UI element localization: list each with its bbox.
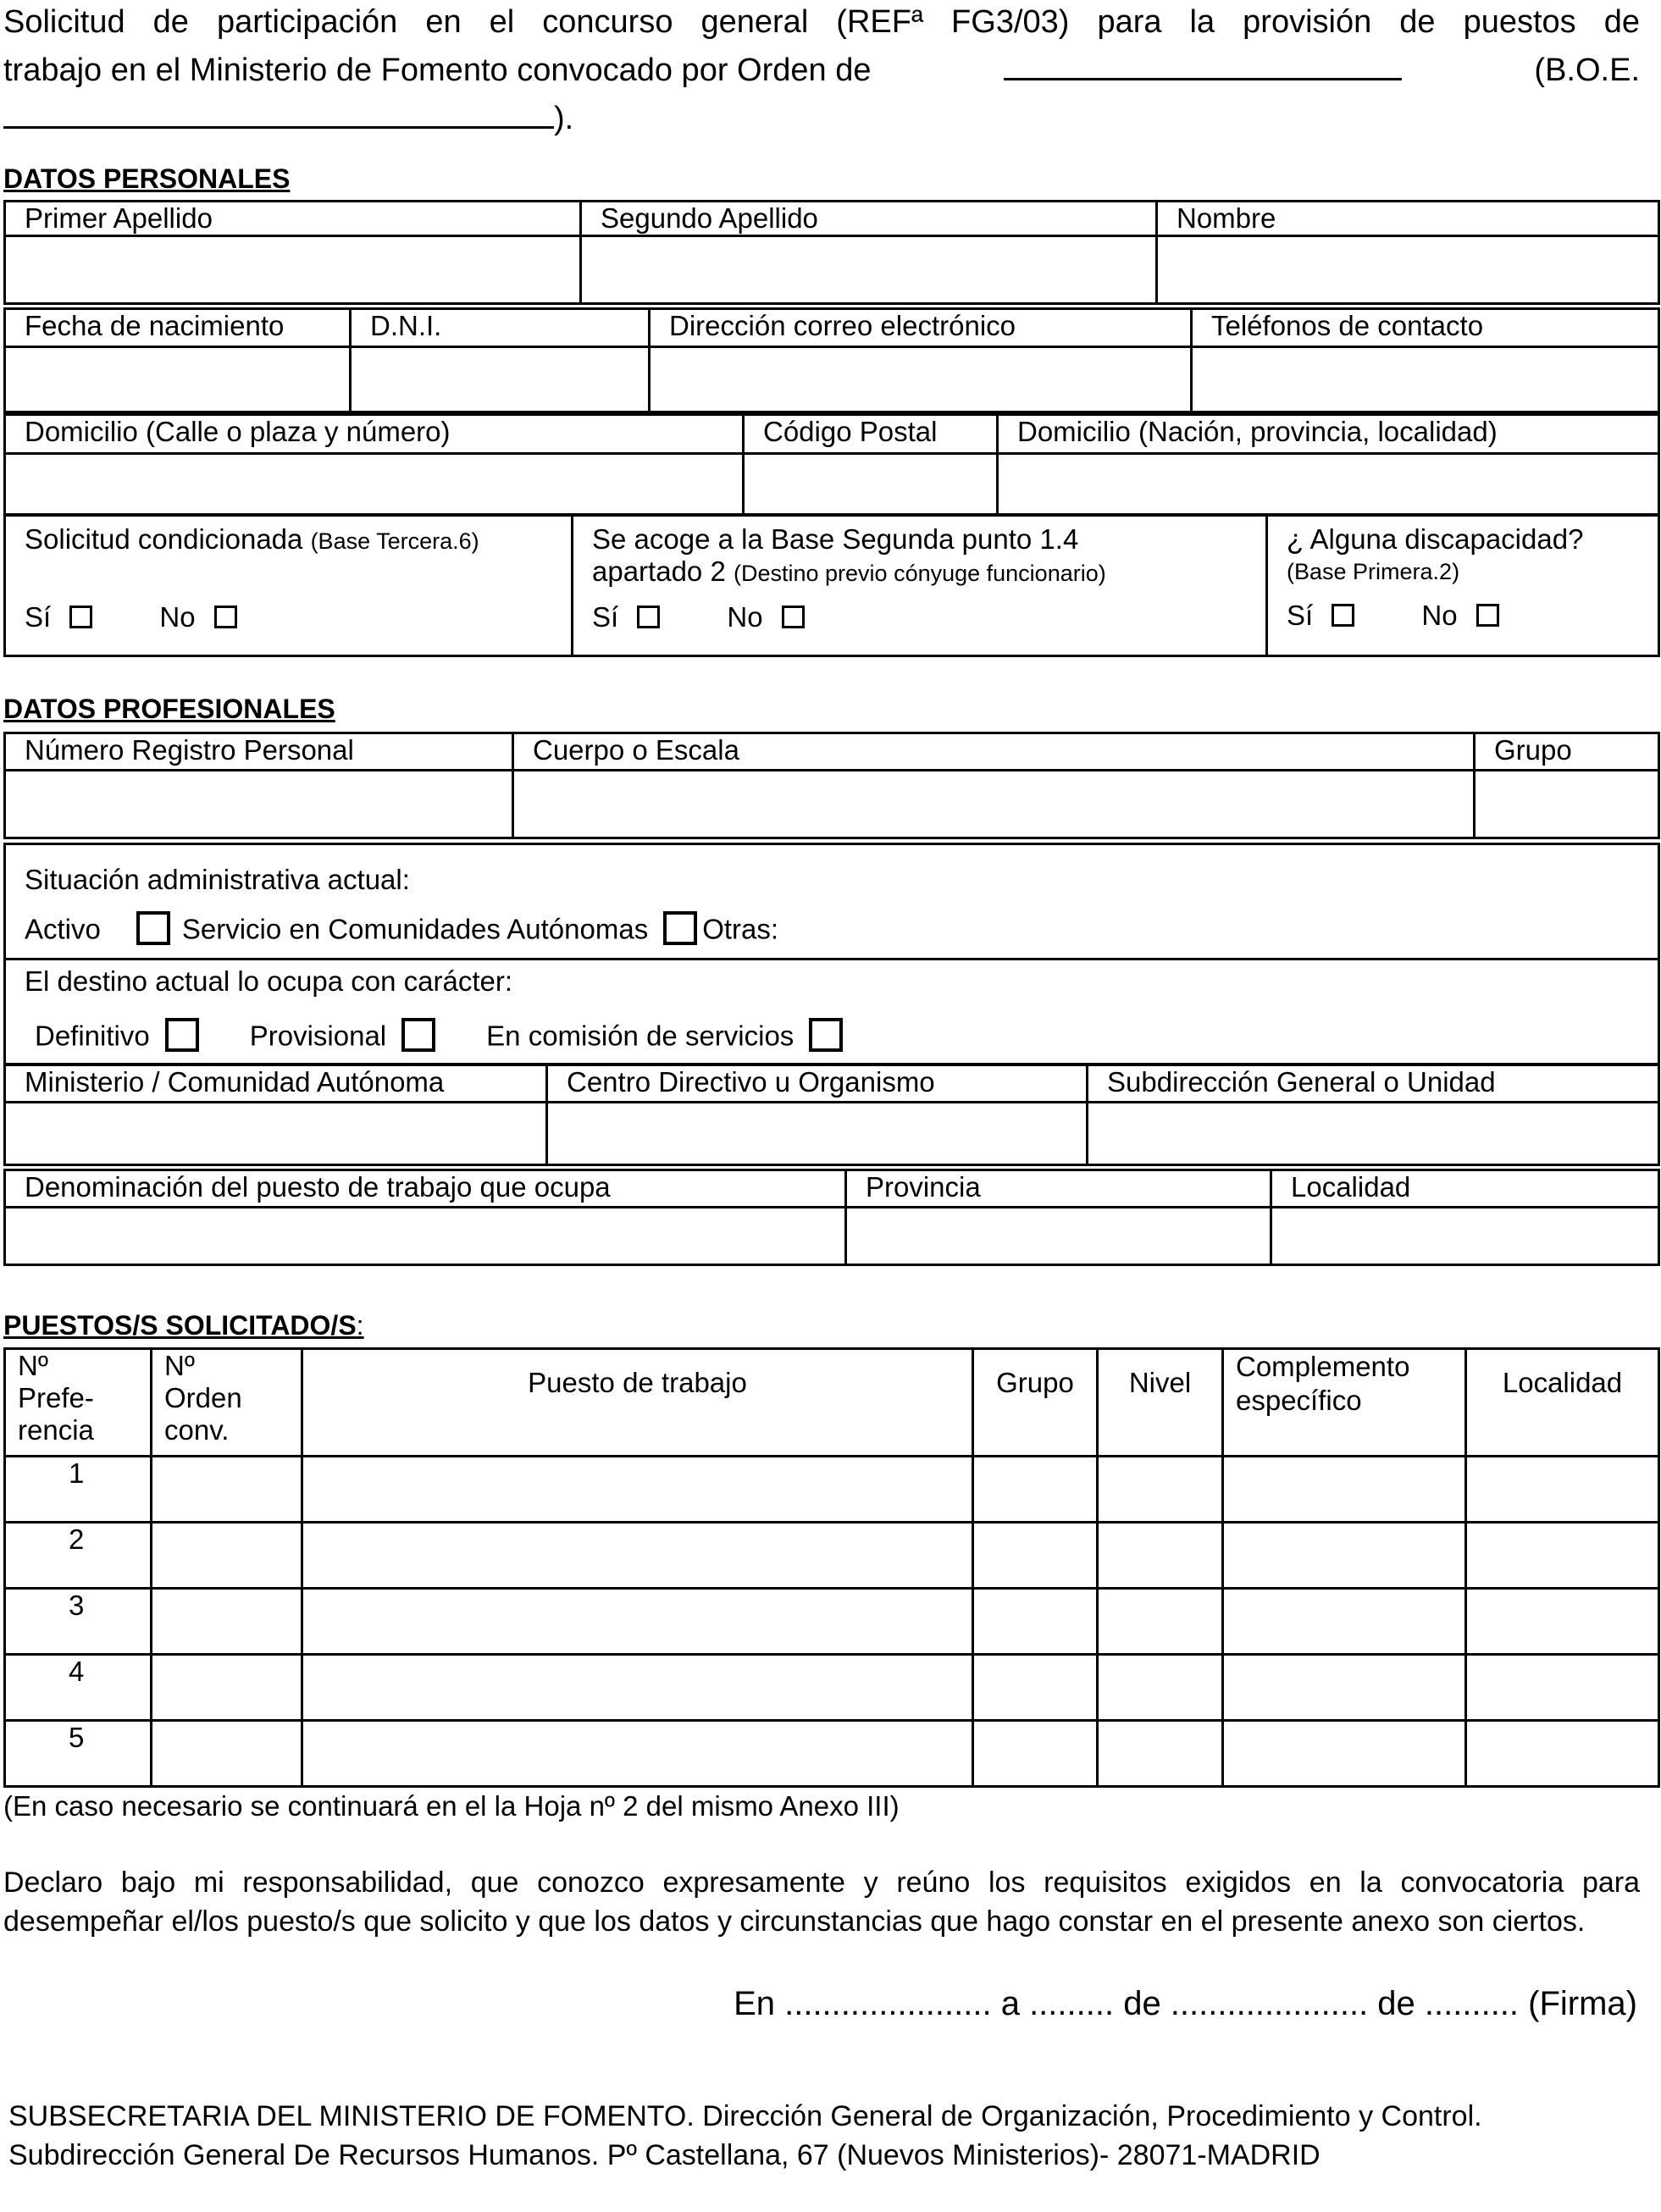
cell-discapacidad xyxy=(1267,516,1659,656)
row-number: 2 xyxy=(5,1523,152,1589)
cell-orden[interactable] xyxy=(152,1721,302,1787)
cell-localidad[interactable] xyxy=(1466,1457,1659,1523)
field-provincia[interactable] xyxy=(846,1208,1271,1265)
field-telefonos[interactable] xyxy=(1192,347,1659,412)
field-localidad[interactable] xyxy=(1271,1208,1659,1265)
cell-grupo[interactable] xyxy=(973,1655,1098,1721)
checkbox-activo[interactable] xyxy=(136,911,170,945)
cell-grupo[interactable] xyxy=(973,1457,1098,1523)
field-codigo-postal[interactable] xyxy=(744,454,998,515)
row-number: 5 xyxy=(5,1721,152,1787)
label-provisional: Provisional xyxy=(249,1020,387,1052)
cell-acoge xyxy=(573,516,1267,656)
label-acoge-ref: (Destino previo cónyuge funcionario) xyxy=(733,561,1106,586)
header-pref-line2: Prefe- xyxy=(18,1382,94,1413)
label-codigo-postal: Código Postal xyxy=(744,415,998,454)
header-pref-line3: rencia xyxy=(18,1414,94,1446)
cell-localidad[interactable] xyxy=(1466,1523,1659,1589)
cell-puesto[interactable] xyxy=(302,1523,973,1589)
field-cuerpo[interactable] xyxy=(513,771,1475,838)
checkbox-discapacidad-no[interactable] xyxy=(1476,604,1499,627)
label-telefonos: Teléfonos de contacto xyxy=(1192,309,1659,347)
cell-grupo[interactable] xyxy=(973,1589,1098,1655)
continuation-note: (En caso necesario se continuará en el la Hoja nº 2 del mismo Anexo III) xyxy=(3,1790,900,1822)
cell-grupo[interactable] xyxy=(973,1523,1098,1589)
checkbox-comision[interactable] xyxy=(809,1018,843,1052)
label-nombre: Nombre xyxy=(1157,202,1659,236)
puestos-table xyxy=(3,1347,1660,1788)
checkbox-condicionada-si[interactable] xyxy=(69,606,92,628)
boe-blank[interactable] xyxy=(3,92,554,129)
personal-table-1 xyxy=(3,200,1660,305)
label-no: No xyxy=(159,601,196,633)
label-ministerio: Ministerio / Comunidad Autónoma xyxy=(5,1065,547,1103)
header-nivel: Nivel xyxy=(1098,1349,1223,1457)
cell-nivel[interactable] xyxy=(1098,1589,1223,1655)
header-puesto: Puesto de trabajo xyxy=(302,1349,973,1457)
header-comp-line2: específico xyxy=(1236,1385,1362,1416)
cell-puesto[interactable] xyxy=(302,1589,973,1655)
declaration-text: Declaro bajo mi responsabilidad, que conozco expresamente y reúno los requisitos exigidos en la convocatoria para desempeñar el/los puesto/s que solicito y que los datos y circunstancias que hago constar en el presente anexo son ciertos. xyxy=(3,1866,1640,1938)
label-definitivo: Definitivo xyxy=(35,1020,150,1052)
checkbox-condicionada-no[interactable] xyxy=(214,606,237,628)
table-row xyxy=(5,1589,1659,1655)
field-grupo[interactable] xyxy=(1475,771,1659,838)
label-nrp: Número Registro Personal xyxy=(5,733,513,771)
label-centro: Centro Directivo u Organismo xyxy=(547,1065,1088,1103)
field-correo[interactable] xyxy=(650,347,1192,412)
label-destino: El destino actual lo ocupa con carácter: xyxy=(25,965,513,997)
label-segundo-apellido: Segundo Apellido xyxy=(581,202,1157,236)
label-si: Sí xyxy=(592,601,619,633)
table-row xyxy=(5,1655,1659,1721)
checkbox-provisional[interactable] xyxy=(401,1018,435,1052)
cell-nivel[interactable] xyxy=(1098,1457,1223,1523)
cell-complemento[interactable] xyxy=(1223,1721,1466,1787)
field-segundo-apellido[interactable] xyxy=(581,236,1157,304)
label-discapacidad: ¿ Alguna discapacidad? xyxy=(1287,523,1584,555)
puestos-title-text: PUESTOS/S SOLICITADO/S xyxy=(3,1310,357,1341)
field-domicilio-calle[interactable] xyxy=(5,454,744,515)
cell-grupo[interactable] xyxy=(973,1721,1098,1787)
field-centro[interactable] xyxy=(547,1103,1088,1165)
label-comision: En comisión de servicios xyxy=(486,1020,795,1052)
header-orden-line2: Orden xyxy=(164,1382,242,1413)
field-subdireccion[interactable] xyxy=(1088,1103,1659,1165)
label-denominacion: Denominación del puesto de trabajo que ocupa xyxy=(5,1170,846,1208)
label-no: No xyxy=(727,601,763,633)
cell-puesto[interactable] xyxy=(302,1721,973,1787)
table-row xyxy=(5,1523,1659,1589)
label-condicionada: Solicitud condicionada xyxy=(25,523,303,555)
label-activo: Activo xyxy=(25,913,101,945)
profesional-table-3 xyxy=(3,1064,1660,1166)
cell-nivel[interactable] xyxy=(1098,1523,1223,1589)
label-si: Sí xyxy=(1287,600,1314,631)
label-no: No xyxy=(1421,600,1458,631)
field-ministerio[interactable] xyxy=(5,1103,547,1165)
section-title-personal: DATOS PERSONALES xyxy=(3,163,291,194)
cell-orden[interactable] xyxy=(152,1655,302,1721)
label-dni: D.N.I. xyxy=(351,309,650,347)
header-orden-line1: Nº xyxy=(164,1350,195,1381)
checkbox-servicio-ca[interactable] xyxy=(663,911,697,945)
section-title-profesional: DATOS PROFESIONALES xyxy=(3,694,335,724)
label-provincia: Provincia xyxy=(846,1170,1271,1208)
row-number: 1 xyxy=(5,1457,152,1523)
field-denominacion[interactable] xyxy=(5,1208,846,1265)
cell-nivel[interactable] xyxy=(1098,1721,1223,1787)
label-primer-apellido: Primer Apellido xyxy=(5,202,581,236)
header-pref xyxy=(5,1349,152,1457)
personal-table-2 xyxy=(3,307,1660,413)
label-domicilio-calle: Domicilio (Calle o plaza y número) xyxy=(5,415,744,454)
cell-orden[interactable] xyxy=(152,1589,302,1655)
table-row xyxy=(5,1457,1659,1523)
cell-complemento[interactable] xyxy=(1223,1589,1466,1655)
header-comp-line1: Complemento xyxy=(1236,1351,1410,1382)
cell-orden[interactable] xyxy=(152,1523,302,1589)
cell-complemento[interactable] xyxy=(1223,1655,1466,1721)
intro-line-2: trabajo en el Ministerio de Fomento convocado por Orden de xyxy=(3,53,872,88)
cell-orden[interactable] xyxy=(152,1457,302,1523)
label-si: Sí xyxy=(25,601,52,633)
cell-condicionada xyxy=(5,516,573,656)
signature-line: En ...................... a ......... de ..................... de .......... (Firma) xyxy=(734,1985,1637,2022)
header-orden xyxy=(152,1349,302,1457)
intro-close: ). xyxy=(554,101,574,136)
label-discapacidad-ref: (Base Primera.2) xyxy=(1287,559,1460,584)
profesional-table-1 xyxy=(3,732,1660,839)
label-condicionada-ref: (Base Tercera.6) xyxy=(310,528,479,554)
label-localidad: Localidad xyxy=(1271,1170,1659,1208)
personal-table-3 xyxy=(3,413,1660,516)
field-domicilio-nacion[interactable] xyxy=(998,454,1659,515)
checkbox-discapacidad-si[interactable] xyxy=(1332,604,1354,627)
label-cuerpo: Cuerpo o Escala xyxy=(513,733,1475,771)
header-grupo: Grupo xyxy=(973,1349,1098,1457)
checkbox-acoge-si[interactable] xyxy=(637,606,660,628)
table-row xyxy=(5,1721,1659,1787)
cell-destino xyxy=(5,959,1659,1065)
label-fecha-nacimiento: Fecha de nacimiento xyxy=(5,309,351,347)
label-domicilio-nacion: Domicilio (Nación, provincia, localidad) xyxy=(998,415,1659,454)
field-primer-apellido[interactable] xyxy=(5,236,581,304)
field-fecha-nacimiento[interactable] xyxy=(5,347,351,412)
header-pref-line1: Nº xyxy=(18,1350,48,1381)
profesional-table-4 xyxy=(3,1169,1660,1266)
header-orden-line3: conv. xyxy=(164,1414,230,1446)
cell-nivel[interactable] xyxy=(1098,1655,1223,1721)
field-nombre[interactable] xyxy=(1157,236,1659,304)
label-grupo: Grupo xyxy=(1475,733,1659,771)
label-acoge-1: Se acoge a la Base Segunda punto 1.4 xyxy=(592,523,1079,555)
cell-complemento[interactable] xyxy=(1223,1523,1466,1589)
label-otras: Otras: xyxy=(702,913,779,945)
intro-line-1: Solicitud de participación en el concurso general (REFª FG3/03) para la provisión de puestos de xyxy=(3,4,1640,40)
row-number: 3 xyxy=(5,1589,152,1655)
cell-localidad[interactable] xyxy=(1466,1655,1659,1721)
checkbox-definitivo[interactable] xyxy=(165,1018,199,1052)
cell-puesto[interactable] xyxy=(302,1457,973,1523)
cell-complemento[interactable] xyxy=(1223,1457,1466,1523)
intro-boe: (B.O.E. xyxy=(1534,53,1640,88)
field-dni[interactable] xyxy=(351,347,650,412)
label-acoge-2: apartado 2 xyxy=(592,556,726,587)
label-subdireccion: Subdirección General o Unidad xyxy=(1088,1065,1659,1103)
footer-address: SUBSECRETARIA DEL MINISTERIO DE FOMENTO. Dirección General de Organización, Procedimiento y Control. Subdirección General De Recursos Humanos. Pº Castellana, 67 (Nuevos Ministerios)- 28071-MADRID xyxy=(8,2100,1482,2171)
profesional-table-2 xyxy=(3,843,1660,1065)
intro-paragraph xyxy=(3,0,1640,141)
label-situacion: Situación administrativa actual: xyxy=(25,864,410,895)
field-nrp[interactable] xyxy=(5,771,513,838)
cell-localidad[interactable] xyxy=(1466,1589,1659,1655)
orden-date-blank[interactable] xyxy=(1004,44,1402,80)
section-title-puestos xyxy=(3,1310,364,1341)
label-servicio-ca: Servicio en Comunidades Autónomas xyxy=(181,913,649,945)
puestos-title-colon: : xyxy=(356,1310,364,1341)
label-correo: Dirección correo electrónico xyxy=(650,309,1192,347)
cell-puesto[interactable] xyxy=(302,1655,973,1721)
personal-table-4 xyxy=(3,514,1660,657)
header-complemento xyxy=(1223,1349,1466,1457)
header-localidad: Localidad xyxy=(1466,1349,1659,1457)
cell-situacion xyxy=(5,844,1659,959)
checkbox-acoge-no[interactable] xyxy=(782,606,805,628)
cell-localidad[interactable] xyxy=(1466,1721,1659,1787)
row-number: 4 xyxy=(5,1655,152,1721)
